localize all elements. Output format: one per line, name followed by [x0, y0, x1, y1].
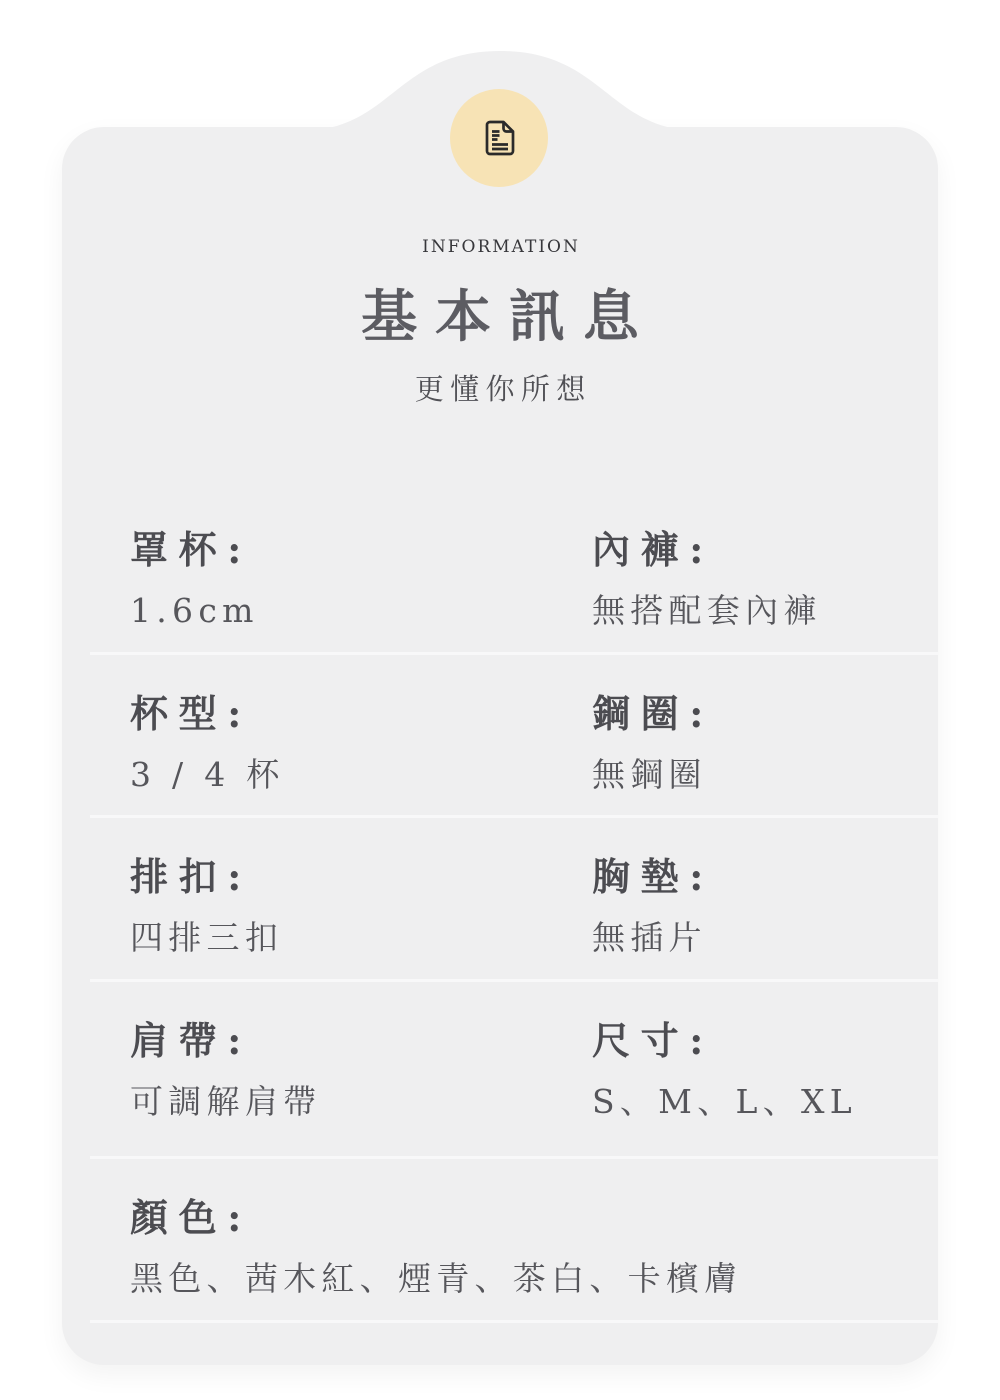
spec-straps — [130, 1018, 592, 1156]
spec-value: 可調解肩帶 — [130, 1082, 322, 1121]
spec-label: 胸墊: — [592, 854, 714, 899]
spec-label: 內褲: — [592, 527, 714, 572]
spec-label: 鋼圈: — [592, 691, 714, 736]
spec-colors — [130, 1195, 938, 1320]
spec-label: 肩帶: — [130, 1018, 252, 1063]
spec-value: 黑色、茜木紅、煙青、茶白、卡檳膚 — [130, 1259, 743, 1298]
spec-value: 1.6cm — [130, 591, 259, 630]
spec-label: 罩杯: — [130, 527, 252, 572]
info-badge — [450, 89, 548, 187]
spec-value: 3 / 4 杯 — [130, 755, 285, 794]
spec-sizes — [592, 1018, 938, 1156]
spec-value: 四排三扣 — [130, 918, 284, 957]
page-title: 基本訊息 — [361, 284, 657, 350]
spec-row — [90, 1159, 938, 1323]
spec-row — [90, 982, 938, 1159]
spec-row — [90, 655, 938, 818]
spec-cup-height — [130, 527, 592, 652]
document-icon — [475, 114, 523, 162]
spec-panty — [592, 527, 938, 652]
spec-row — [90, 467, 938, 655]
spec-hooks — [130, 854, 592, 979]
page-subtitle: 更懂你所想 — [414, 372, 592, 406]
spec-label: 尺寸: — [592, 1018, 714, 1063]
spec-label: 排扣: — [130, 854, 252, 899]
info-card — [62, 127, 938, 1365]
spec-row — [90, 818, 938, 982]
spec-value: 無插片 — [592, 918, 707, 957]
spec-label: 杯型: — [130, 691, 252, 736]
spec-value: 無搭配套內褲 — [592, 591, 822, 630]
spec-underwire — [592, 691, 938, 815]
eyebrow-label: INFORMATION — [422, 237, 580, 257]
spec-value: S、M、L、XL — [592, 1082, 857, 1121]
spec-padding — [592, 854, 938, 979]
spec-cup-shape — [130, 691, 592, 815]
spec-label: 顏色: — [130, 1195, 252, 1240]
spec-value: 無鋼圈 — [592, 755, 707, 794]
